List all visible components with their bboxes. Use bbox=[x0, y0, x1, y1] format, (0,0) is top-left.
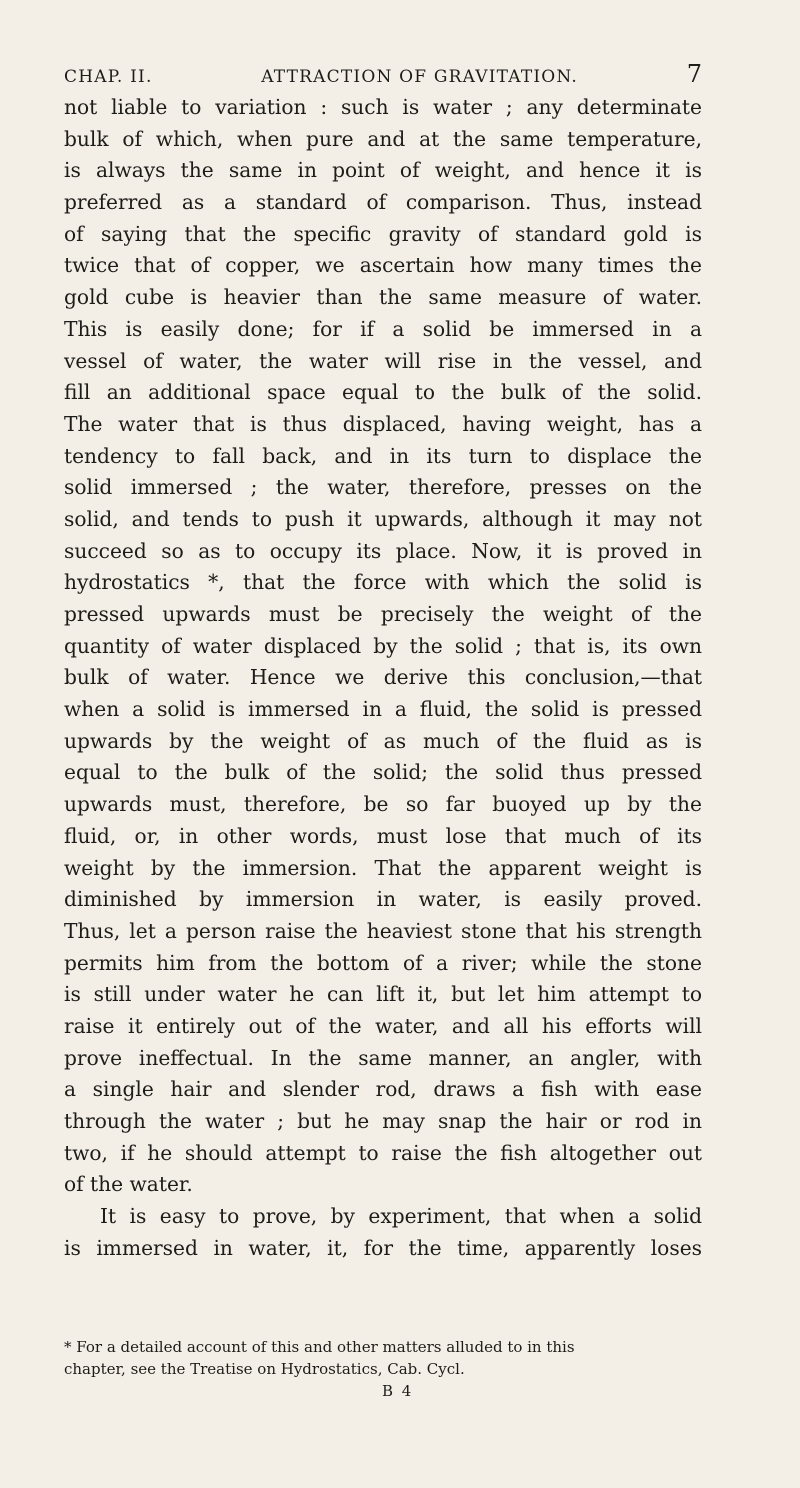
footnote-line: * For a detailed account of this and other matters alluded to in this bbox=[64, 1338, 575, 1356]
text-line: upwards by the weight of as much of the fluid as is bbox=[64, 728, 702, 753]
text-line: a single hair and slender rod, draws a fish with ease bbox=[64, 1077, 702, 1102]
text-line: Thus, let a person raise the heaviest stone that his strength bbox=[64, 918, 702, 943]
text-line: weight by the immersion. That the apparent weight is bbox=[64, 855, 702, 880]
chapter-label: CHAP. II. bbox=[64, 67, 153, 87]
text-line: of saying that the specific gravity of standard gold is bbox=[64, 221, 702, 246]
text-line: preferred as a standard of comparison. Thus, instead bbox=[64, 190, 702, 215]
text-line: bulk of which, when pure and at the same temperature, bbox=[64, 126, 702, 151]
text-line: tendency to fall back, and in its turn to displace the bbox=[64, 443, 702, 468]
text-line: of the water. bbox=[64, 1172, 193, 1197]
text-line: fill an additional space equal to the bulk of the solid. bbox=[64, 380, 702, 405]
text-line: through the water ; but he may snap the hair or rod in bbox=[64, 1109, 702, 1133]
text-line: prove ineffectual. In the same manner, an angler, with bbox=[64, 1045, 702, 1070]
text-line: twice that of copper, we ascertain how many times the bbox=[64, 253, 702, 278]
text-line: quantity of water displaced by the solid ; that is, its own bbox=[64, 633, 702, 658]
text-line: diminished by immersion in water, is easily proved. bbox=[64, 887, 702, 912]
body-text bbox=[64, 92, 702, 1264]
text-line: two, if he should attempt to raise the fish altogether out bbox=[64, 1140, 702, 1165]
text-line: when a solid is immersed in a fluid, the solid is pressed bbox=[64, 697, 702, 722]
text-line: This is easily done; for if a solid be immersed in a bbox=[64, 316, 702, 341]
running-title: ATTRACTION OF GRAVITATION. bbox=[261, 67, 579, 87]
text-line: vessel of water, the water will rise in the vessel, and bbox=[64, 348, 702, 373]
text-line: equal to the bulk of the solid; the solid thus pressed bbox=[64, 760, 702, 785]
text-line: succeed so as to occupy its place. Now, it is proved in bbox=[64, 538, 702, 563]
text-line: It is easy to prove, by experiment, that when a solid bbox=[100, 1204, 702, 1229]
text-line: permits him from the bottom of a river; while the stone bbox=[64, 950, 702, 975]
text-line: is immersed in water, it, for the time, apparently loses bbox=[64, 1235, 702, 1260]
text-line: is always the same in point of weight, and hence it is bbox=[64, 158, 702, 183]
footnote bbox=[64, 1336, 702, 1380]
text-line: gold cube is heavier than the same measure of water. bbox=[64, 285, 702, 310]
text-line: solid, and tends to push it upwards, although it may not bbox=[64, 506, 702, 531]
text-line: The water that is thus displaced, having weight, has a bbox=[64, 411, 702, 436]
text-line: upwards must, therefore, be so far buoyed up by the bbox=[64, 792, 702, 817]
text-line: fluid, or, in other words, must lose that much of its bbox=[64, 823, 702, 848]
text-line: raise it entirely out of the water, and all his efforts will bbox=[64, 1013, 702, 1038]
text-line: not liable to variation : such is water ; any determinate bbox=[64, 95, 702, 119]
running-header bbox=[64, 60, 702, 88]
text-line: bulk of water. Hence we derive this conclusion,—that bbox=[64, 665, 702, 690]
text-line: pressed upwards must be precisely the weight of the bbox=[64, 602, 702, 626]
signature-mark: B 4 bbox=[382, 1382, 414, 1400]
text-line: solid immersed ; the water, therefore, presses on the bbox=[64, 475, 702, 500]
text-line: is still under water he can lift it, but let him attempt to bbox=[64, 982, 702, 1007]
footnote-line: chapter, see the Treatise on Hydrostatics, Cab. Cycl. bbox=[64, 1360, 465, 1378]
page-number: 7 bbox=[686, 60, 702, 88]
text-line: hydrostatics *, that the force with which the solid is bbox=[64, 570, 702, 595]
